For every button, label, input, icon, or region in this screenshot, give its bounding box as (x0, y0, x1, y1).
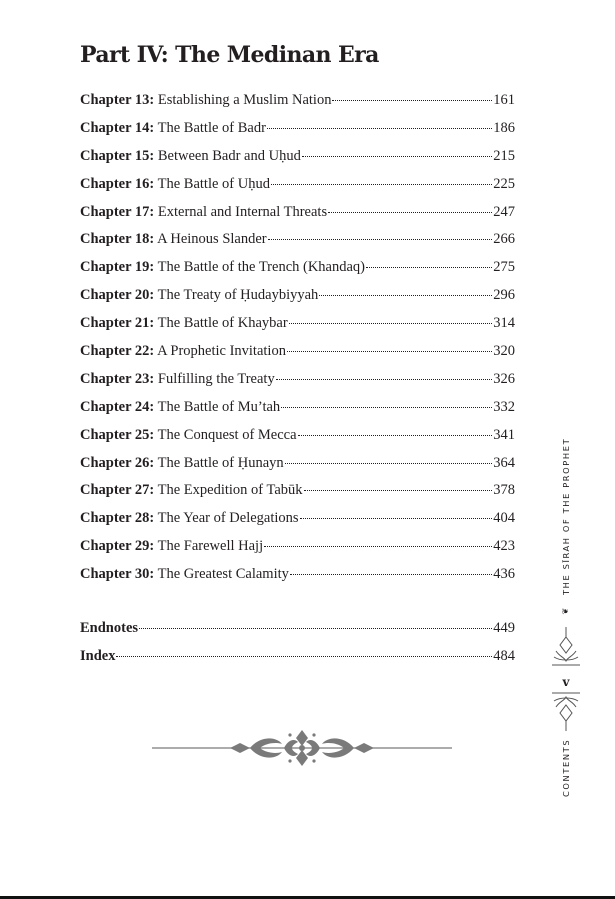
page-number: 341 (493, 426, 515, 443)
running-title-text: THE SĪRAH OF THE PROPHET (561, 438, 571, 596)
chapter-title: Establishing a Muslim Nation (157, 92, 332, 108)
chapter-number: Chapter 25: (80, 426, 155, 443)
chapter-title: The Battle of Ḥunayn (157, 454, 284, 471)
page-number: 484 (493, 647, 515, 664)
dot-leader (366, 266, 492, 268)
chapter-title: Fulfilling the Treaty (157, 370, 275, 387)
page-number: 266 (493, 231, 515, 248)
dot-leader (267, 127, 492, 129)
page-number: 423 (493, 538, 515, 555)
page-number: 247 (493, 203, 515, 220)
toc-entry[interactable] (80, 564, 515, 592)
page-number: 275 (493, 259, 515, 276)
toc-entry[interactable] (80, 536, 515, 564)
chapter-title: The Expedition of Tabūk (157, 482, 303, 499)
toc-entry[interactable] (80, 397, 515, 425)
chapter-title: The Farewell Hajj (157, 538, 264, 555)
chapter-title: The Battle of the Trench (Khandaq) (157, 259, 366, 276)
chapter-title: The Battle of Badr (157, 119, 266, 136)
chapter-number: Chapter 20: (80, 287, 155, 304)
page-number: 326 (493, 370, 515, 387)
leaf-icon: ❦ (560, 606, 572, 617)
chapter-number: Chapter 26: (80, 454, 155, 471)
toc-entry[interactable] (80, 453, 515, 481)
section-label (556, 731, 576, 797)
page-number: 296 (493, 287, 515, 304)
page-number: 404 (493, 510, 515, 527)
running-sidebar (540, 438, 592, 805)
page-number: 378 (493, 482, 515, 499)
chapter-title: A Heinous Slander (157, 231, 267, 248)
arabesque-finial-icon (552, 627, 580, 667)
chapter-title: External and Internal Threats (157, 203, 328, 220)
toc-entry[interactable] (80, 146, 515, 174)
part-title: Part IV: The Medinan Era (80, 42, 379, 68)
dot-leader (302, 155, 492, 157)
toc-entry[interactable] (80, 257, 515, 285)
dot-leader (304, 489, 493, 491)
chapter-number: Chapter 23: (80, 370, 155, 387)
back-matter-list (80, 618, 515, 674)
chapter-number: Chapter 15: (80, 147, 155, 164)
toc-entry[interactable] (80, 313, 515, 341)
page-number: 332 (493, 398, 515, 415)
toc-entry[interactable] (80, 229, 515, 257)
chapter-number: Chapter 13: (80, 92, 155, 108)
dot-leader (285, 462, 493, 464)
chapter-number: Chapter 21: (80, 315, 155, 332)
chapter-title: The Battle of Mu’tah (157, 398, 281, 415)
toc-entry[interactable] (80, 118, 515, 146)
running-title (556, 438, 576, 617)
toc-entry[interactable] (80, 369, 515, 397)
chapter-title: A Prophetic Invitation (157, 343, 286, 360)
toc-entry[interactable] (80, 480, 515, 508)
chapter-title: The Year of Delegations (157, 510, 299, 527)
entry-title: Endnotes (80, 620, 139, 636)
toc-entry[interactable] (80, 202, 515, 230)
chapter-number: Chapter 14: (80, 119, 155, 136)
chapter-title: The Conquest of Mecca (157, 426, 297, 443)
toc-entry-endnotes[interactable] (80, 618, 515, 646)
dot-leader (281, 406, 492, 408)
page-number: 364 (493, 454, 515, 471)
toc-entry-index[interactable] (80, 646, 515, 674)
dot-leader (319, 294, 492, 296)
chapter-number: Chapter 30: (80, 566, 155, 583)
dot-leader (328, 211, 492, 213)
chapter-title: The Battle of Khaybar (157, 315, 288, 332)
toc-entry[interactable] (80, 174, 515, 202)
toc-entry[interactable] (80, 425, 515, 453)
chapter-title: The Battle of Uḥud (157, 175, 270, 192)
chapter-number: Chapter 18: (80, 231, 155, 248)
chapter-title: Between Badr and Uḥud (157, 147, 301, 164)
dot-leader (290, 573, 492, 575)
page-number: 320 (493, 343, 515, 360)
dot-leader (300, 517, 493, 519)
dot-leader (264, 545, 492, 547)
chapter-number: Chapter 22: (80, 343, 155, 360)
page-number: 161 (493, 92, 515, 108)
page-number: 449 (493, 620, 515, 636)
chapter-title: The Greatest Calamity (157, 566, 289, 583)
chapter-number: Chapter 28: (80, 510, 155, 527)
dot-leader (139, 627, 492, 629)
chapter-number: Chapter 24: (80, 398, 155, 415)
chapter-list (80, 90, 515, 592)
dot-leader (276, 378, 493, 380)
dot-leader (116, 655, 492, 657)
dot-leader (271, 183, 492, 185)
dot-leader (298, 434, 493, 436)
chapter-number: Chapter 17: (80, 203, 155, 220)
floral-divider-ornament-icon (152, 726, 452, 770)
entry-title: Index (80, 647, 116, 664)
dot-leader (332, 99, 492, 101)
page-number: 314 (493, 315, 515, 332)
toc-entry[interactable] (80, 508, 515, 536)
page-folio: v (562, 675, 570, 689)
page-number: 436 (493, 566, 515, 583)
page-number: 225 (493, 175, 515, 192)
dot-leader (289, 322, 493, 324)
page-number: 186 (493, 119, 515, 136)
chapter-number: Chapter 27: (80, 482, 155, 499)
arabesque-finial-icon (552, 691, 580, 731)
chapter-number: Chapter 29: (80, 538, 155, 555)
chapter-number: Chapter 16: (80, 175, 155, 192)
dot-leader (268, 238, 493, 240)
page-number: 215 (493, 147, 515, 164)
toc-entry[interactable] (80, 285, 515, 313)
chapter-title: The Treaty of Ḥudaybiyyah (157, 287, 319, 304)
toc-entry[interactable] (80, 90, 515, 118)
chapter-number: Chapter 19: (80, 259, 155, 276)
section-label-text: CONTENTS (561, 738, 571, 797)
toc-entry[interactable] (80, 341, 515, 369)
dot-leader (287, 350, 492, 352)
